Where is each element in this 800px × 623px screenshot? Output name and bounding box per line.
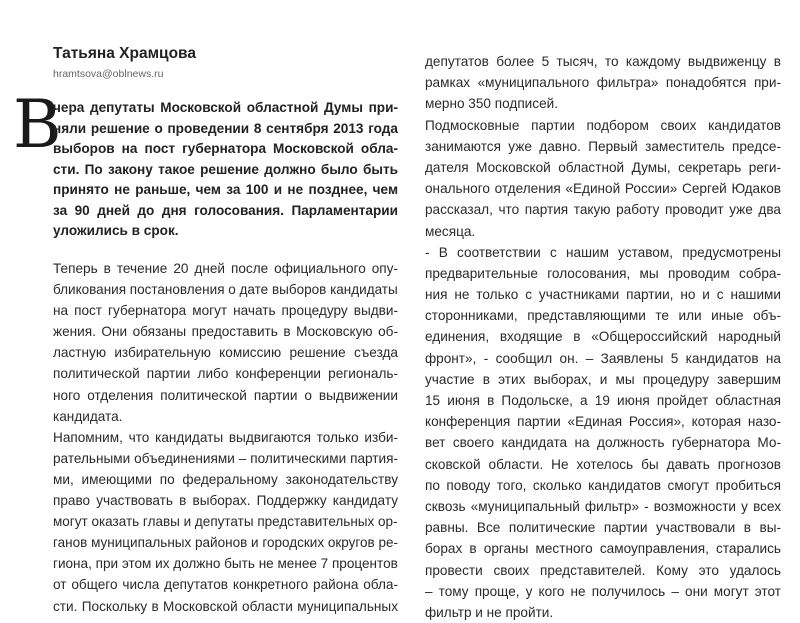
body-line: дателя Московской областной Думы, секретарь реги- — [425, 159, 781, 175]
body-line: ми, имеющими по федеральному законодательству — [53, 471, 398, 487]
body-line: ного отделения политической партии о выдвижении — [53, 387, 398, 403]
drop-cap: В — [13, 86, 62, 163]
body-line: ластную избирательную комиссию решение съезда — [53, 345, 398, 361]
body-line: кандидата. — [53, 408, 123, 424]
author-email: hramtsova@oblnews.ru — [53, 68, 164, 80]
body-line: депутатов более 5 тысяч, то каждому выдвиженцу в — [425, 54, 781, 69]
body-line: Подмосковные партии подбором своих кандидатов — [425, 117, 781, 133]
body-line: жения. Они обязаны предоставить в Московскую об- — [53, 324, 398, 340]
lead-line: няли решение о проведении 8 сентября 2013 года — [53, 120, 398, 136]
lead-line: сти. По закону такое решение должно было быть — [53, 161, 398, 177]
body-line: бликования постановления о дате выборов кандидаты — [53, 282, 398, 298]
body-line: ганов муниципальных районов и городских округов ре- — [53, 535, 399, 551]
body-line: - В соответствии с нашим уставом, предусмотрены — [425, 244, 781, 260]
body-line: гиона, при этом их должно быть не менее 7 процентов — [53, 556, 398, 572]
body-line: участие в этих выборах, и мы процедуру завершим — [425, 371, 781, 387]
body-line: право участвовать в выборах. Поддержку кандидату — [53, 493, 398, 509]
lead-line: выборов на пост губернатора Московской обла- — [53, 141, 398, 156]
body-line: конференция партии «Единая Россия», которая назо- — [425, 414, 781, 430]
body-line: предварительные голосования, мы проводим собра- — [425, 265, 781, 281]
body-line: месяца. — [425, 223, 476, 239]
body-line: рамках «муниципального фильтра» понадобятся при- — [425, 75, 781, 91]
body-line: Теперь в течение 20 дней после официального опу- — [53, 261, 398, 276]
body-line: – тому проще, у кого не получилось – они могут этот — [425, 583, 781, 599]
left-column-body — [53, 258, 398, 617]
lead-line: уложились в срок. — [53, 223, 179, 238]
body-line: политической партии либо конференции региональ- — [53, 366, 398, 382]
body-line: фильтр и не пройти. — [425, 604, 554, 620]
body-line: фронт», - сообщил он. – Заявлены 5 кандидатов на — [425, 350, 781, 366]
body-line: онального отделения «Единой России» Сергей Юдаков — [425, 181, 781, 197]
lead-paragraph — [53, 98, 398, 242]
body-line: занимаются уже давно. Первый заместитель предсе- — [425, 138, 781, 154]
body-line: сти. Поскольку в Московской области муниципальных — [53, 598, 398, 614]
body-line: единения, входящие в «Общероссийский народный — [425, 329, 781, 345]
lead-line: чера депутаты Московской областной Думы при- — [53, 100, 398, 115]
body-line: сковской области. Не хотелось бы давать прогнозов — [425, 456, 781, 472]
author-name: Татьяна Храмцова — [53, 45, 196, 62]
body-line: ния не только с участниками партии, но и с нашими — [425, 287, 781, 303]
right-column-body — [425, 51, 781, 623]
body-line: рательными объединениями – политическими партия- — [53, 450, 398, 466]
body-line: сквозь «муниципальный фильтр» - возможности у всех — [425, 498, 781, 514]
body-line: Напомним, что кандидаты выдвигаются только изби- — [53, 429, 398, 445]
body-line: вет своего кандидата на должность губернатора Мо- — [425, 435, 781, 451]
body-line: 15 июня в Подольске, а 19 июня пройдет областная — [425, 393, 781, 408]
body-line: мерно 350 подписей. — [425, 96, 559, 112]
body-line: на пост губернатора могут начать процедуру выдви- — [53, 303, 398, 319]
body-line: по поводу того, сколько кандидатов смогут пробиться — [425, 477, 781, 493]
body-line: от общего числа депутатов конкретного района обла- — [53, 577, 398, 593]
body-line: рассказал, что партия такую работу проводит уже два — [425, 202, 781, 218]
lead-line: принято не раньше, чем за 100 и не позднее, чем — [53, 182, 398, 197]
body-line: сторонниками, представляющими те или иные объ- — [425, 308, 781, 324]
body-line: могут оказать главы и депутаты представительных ор- — [53, 514, 398, 530]
body-line: провести своих представителей. Кому это удалось — [425, 562, 781, 578]
lead-line: за 90 дней до дня голосования. Парламентарии — [53, 202, 398, 218]
body-line: равны. Все политические партии участвовали в вы- — [425, 520, 781, 536]
body-line: борах в органы местного самоуправления, старались — [425, 541, 781, 557]
